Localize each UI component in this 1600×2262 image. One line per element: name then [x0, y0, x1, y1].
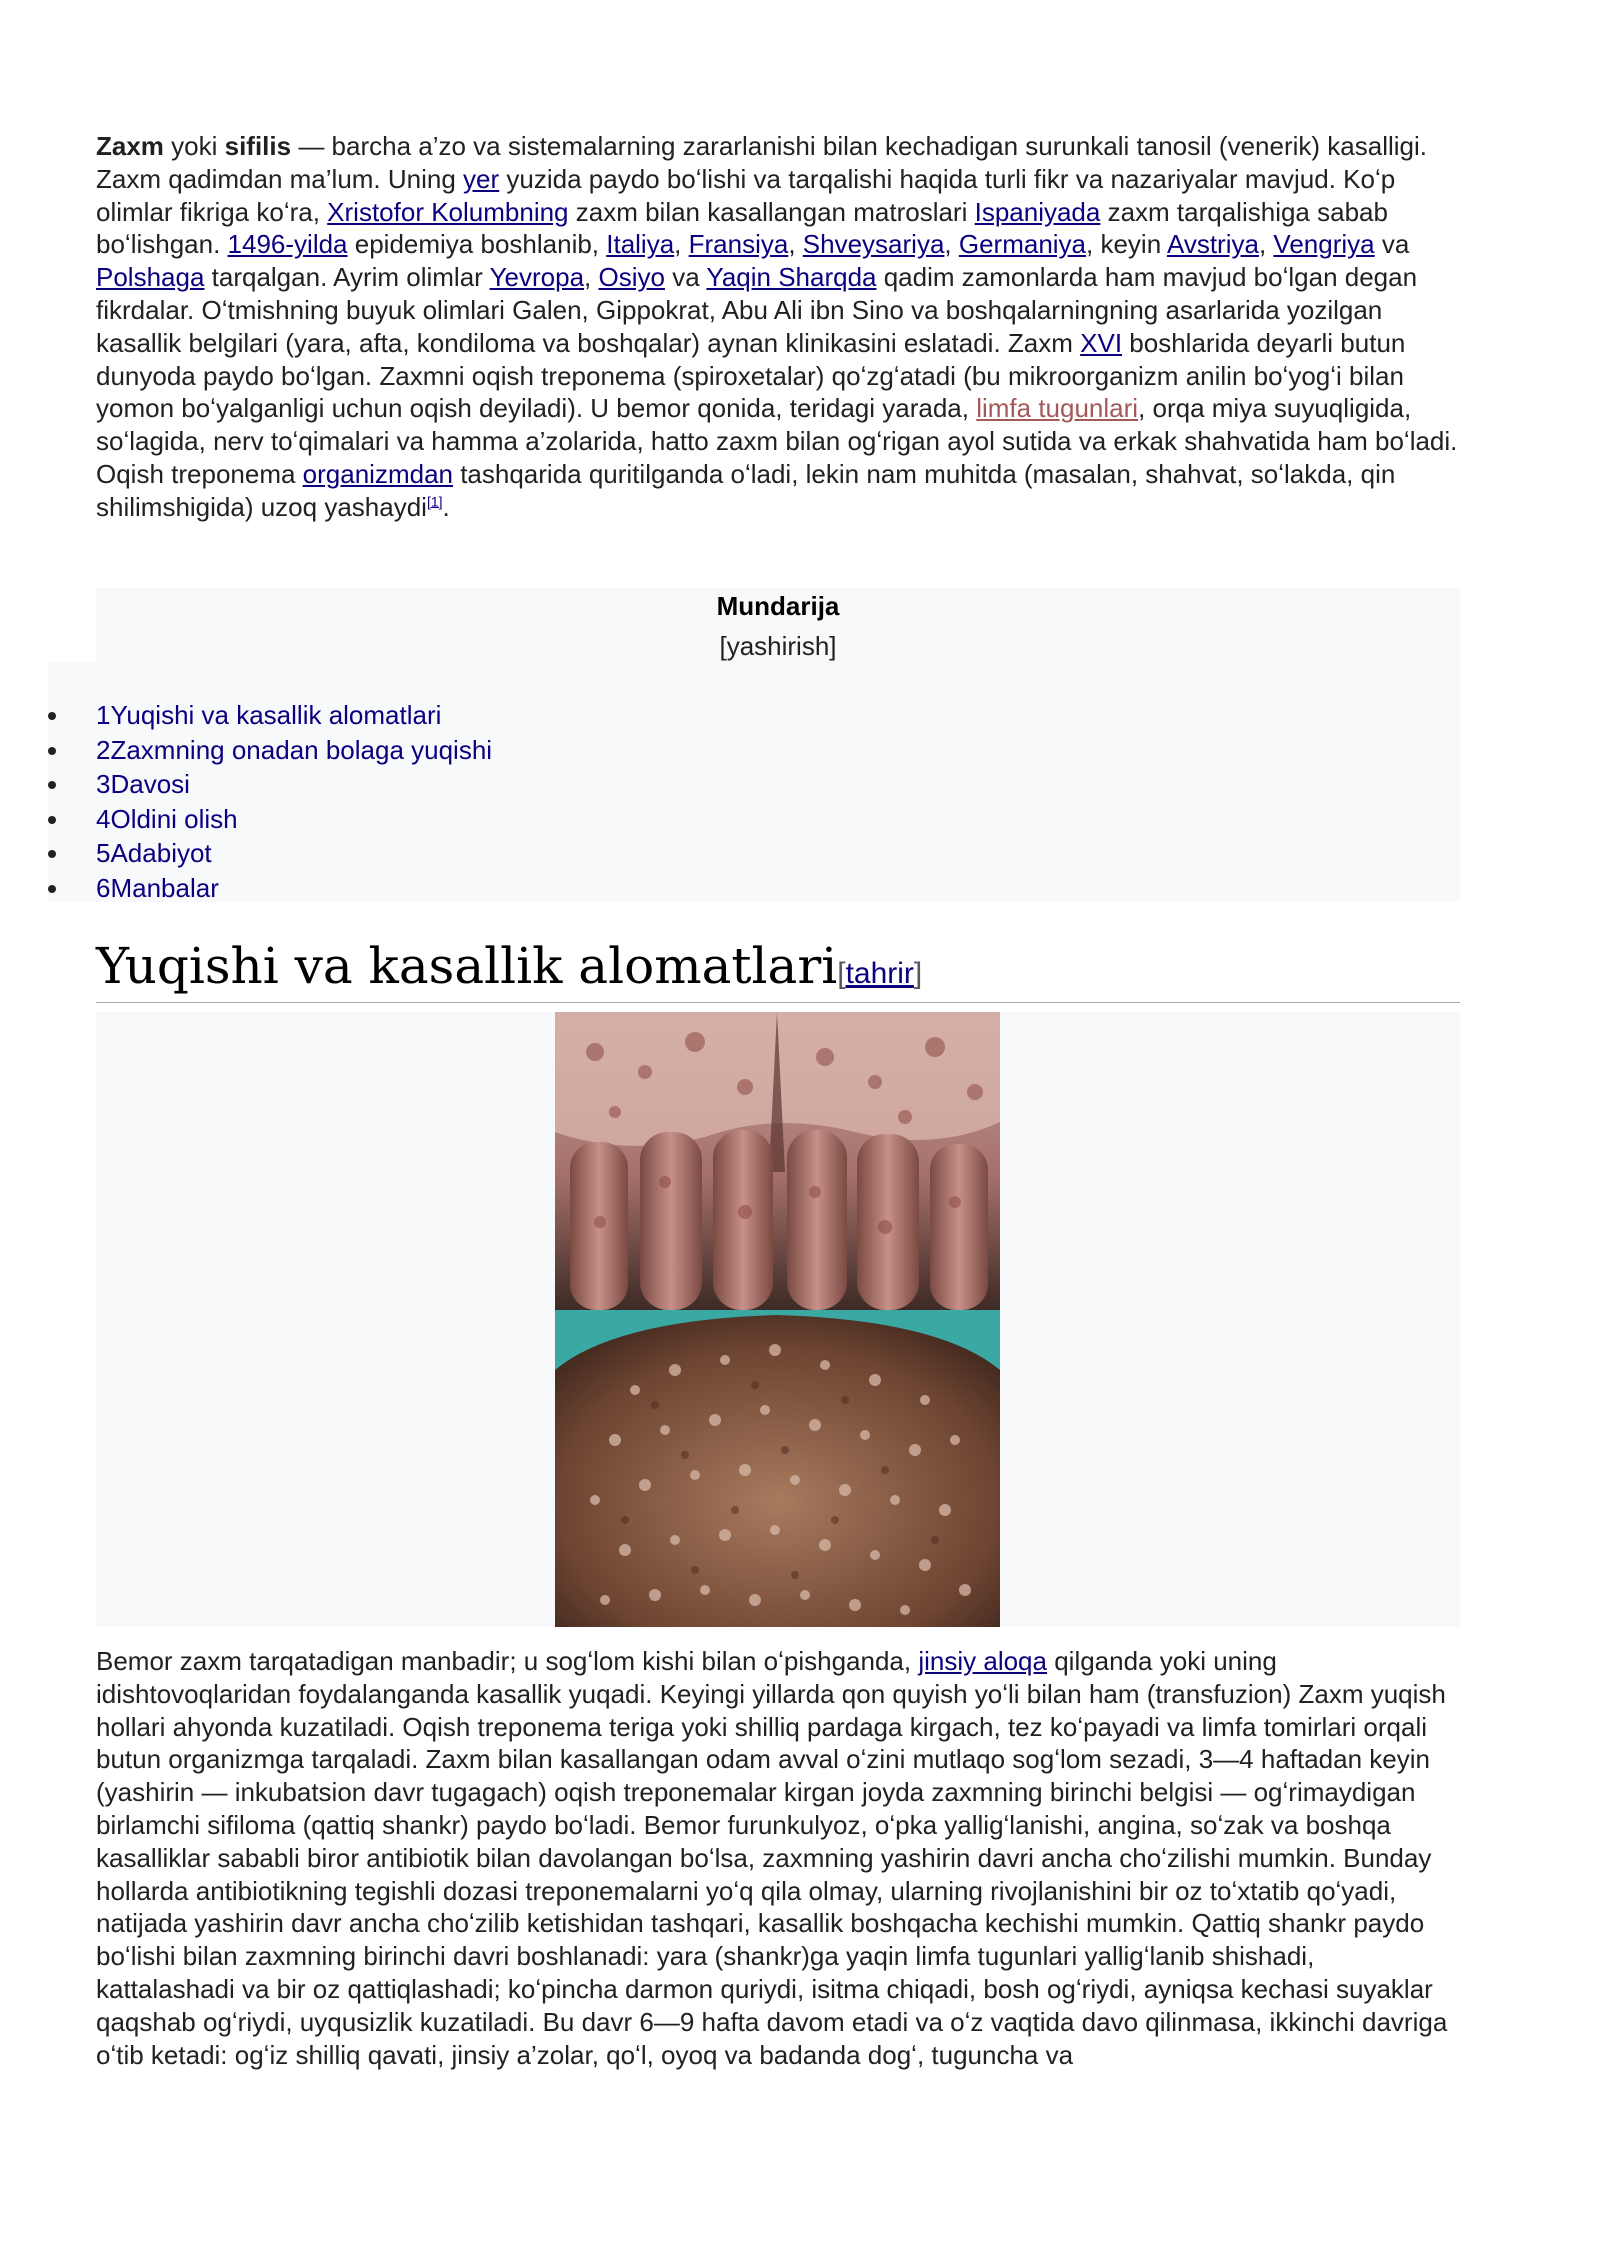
toc-hide-toggle[interactable]: [yashirish]: [719, 631, 837, 661]
body-text: qilganda yoki uning idishtovoqlaridan foydalanganda kasallik yuqadi. Keyingi yillarda qon quyish yoʻli bilan ham (transfuzion) Zaxm yuqish hollari ahyonda kuzatiladi. Oqish treponema teriga yoki shilliq pardaga kirgach, tez koʻpayadi va limfa tomirlari orqali butun organizmga tarqaladi. Zaxm bilan kasallangan odam avval oʻzini mutlaqo sogʻlom sezadi, 3—4 haftadan keyin (yashirin — inkubatsion davr tugagach) oqish treponemalar kirgan joyda zaxmning birinchi belgisi — ogʻrimaydigan birlamchi sifiloma (qattiq shankr) paydo boʻladi. Bemor furunkulyoz, oʻpka yalligʻlanishi, angina, soʻzak va boshqa kasalliklar sababli biror antibiotik bilan davolangan boʻlsa, zaxmning yashirin davri ancha choʻzilishi mumkin. Bunday hollarda antibiotikning tegishli dozasi treponemalarni yoʻq qila olmay, ularning rivojlanishini bir oz toʻxtatib qoʻyadi, natijada yashirin davr ancha choʻzilib ketishidan tashqari, kasallik boshqacha kechishi mumkin. Qattiq shankr paydo boʻlishi bilan zaxmning birinchi davri boshlanadi: yara (shankr)ga yaqin limfa tugunlari yalligʻlanib shishadi, kattalashadi va bir oz qattiqlashadi; koʻpincha darmon quriydi, isitma chiqadi, bosh ogʻriydi, ayniqsa kechasi suyaklar qaqshab ogʻriydi, uyqusizlik kuzatiladi. Bu davr 6—9 hafta davom etadi va oʻz vaqtida davo qilinmasa, ikkinchi davriga oʻtib ketadi: ogʻiz shilliq qavati, jinsiy a’zolar, qoʻl, oyoq va badanda dogʻ, tuguncha va: [96, 1646, 1448, 2070]
bullet-icon: [48, 747, 56, 755]
body-paragraph: [96, 1645, 1460, 2071]
edit-link[interactable]: tahrir: [845, 957, 914, 990]
bullet-icon: [48, 712, 56, 720]
hands-rash-photo: [555, 1012, 1000, 1310]
intro-text: ,: [944, 229, 959, 260]
toc-number: 1: [96, 700, 111, 730]
link-germaniya[interactable]: Germaniya: [958, 229, 1087, 260]
link-jinsiy-aloqa[interactable]: jinsiy aloqa: [918, 1646, 1047, 1676]
term-zaxm: Zaxm: [96, 131, 164, 161]
section-title: Yuqishi va kasallik alomatlari: [96, 937, 838, 995]
toc-item[interactable]: [48, 802, 492, 837]
toc-link[interactable]: [96, 769, 190, 799]
toc-item[interactable]: [48, 767, 492, 802]
intro-text: zaxm bilan kasallangan matroslari: [568, 196, 975, 227]
intro-text: , orqa miya suyuqligida, soʻlagida, nerv toʻqimalari va hamma a’zolarida, hatto zaxm bilan ogʻrigan ayol sutida va erkak shahvatida ham boʻladi. Oqish treponema: [96, 393, 1458, 489]
intro-paragraph: [96, 130, 1460, 524]
intro-text: .: [442, 491, 450, 522]
body-text: Bemor zaxm tarqatadigan manbadir; u sogʻlom kishi bilan oʻpishganda,: [96, 1646, 919, 1676]
intro-text: yuzida paydo boʻlishi va tarqalishi haqida turli fikr va nazariyalar mavjud. Koʻp olimlar fikriga koʻra,: [96, 163, 1396, 227]
toc-label: Adabiyot: [110, 838, 212, 868]
bullet-icon: [48, 781, 56, 789]
link-yevropa[interactable]: Yevropa: [489, 262, 585, 293]
intro-text: ,: [674, 229, 689, 260]
reference-1: [427, 493, 443, 509]
link-xristofor-kolumbning[interactable]: Xristofor Kolumbning: [327, 196, 569, 227]
intro-text: tarqalgan. Ayrim olimlar: [204, 262, 490, 293]
toc-label: Manbalar: [110, 872, 219, 903]
link-yaqin-sharqda[interactable]: Yaqin Sharqda: [706, 262, 877, 293]
link-polshaga[interactable]: Polshaga: [96, 262, 205, 293]
toc-link[interactable]: [96, 838, 212, 868]
toc-label: Davosi: [110, 769, 190, 799]
link-xvi[interactable]: XVI: [1080, 327, 1123, 358]
intro-text: va: [664, 262, 707, 293]
section-heading: [96, 930, 1460, 1003]
bullet-icon: [48, 850, 56, 858]
intro-text: ,: [584, 262, 599, 293]
intro-text: zaxm tarqalishiga sabab boʻlishgan.: [96, 196, 1388, 260]
toc-link[interactable]: [96, 804, 238, 834]
reference-1-link[interactable]: [1]: [426, 493, 443, 510]
link-avstriya[interactable]: Avstriya: [1166, 229, 1259, 260]
link-ispaniyada[interactable]: Ispaniyada: [974, 196, 1101, 227]
toc-number: 3: [96, 769, 111, 799]
link-italiya[interactable]: Italiya: [606, 229, 675, 260]
section-edit: [837, 957, 922, 990]
intro-text: — barcha a’zo va sistemalarning zararlanishi bilan kechadigan surunkali tanosil (venerik) kasalligi. Zaxm qadimdan ma’lum. Uning: [96, 131, 1427, 194]
toc-title: Mundarija: [716, 591, 840, 621]
bullet-icon: [48, 885, 56, 893]
toc-item[interactable]: [48, 698, 492, 733]
edit-bracket-open: [: [837, 957, 846, 990]
link-osiyo[interactable]: Osiyo: [598, 262, 665, 293]
link-shveysariya[interactable]: Shveysariya: [802, 229, 945, 260]
toc-number: 5: [96, 838, 111, 868]
toc-list: [48, 698, 492, 905]
redlink-limfa-tugunlari[interactable]: limfa tugunlari: [976, 393, 1139, 424]
toc-item[interactable]: [48, 733, 492, 768]
intro-text: ,: [788, 229, 803, 260]
toc-label: Yuqishi va kasallik alomatlari: [110, 700, 442, 730]
intro-text: boshlarida deyarli butun dunyoda paydo boʻlgan. Zaxmni oqish treponema (spiroxetalar) qoʻzgʻatadi (bu mikroorganizm anilin boʻyogʻi bilan yomon boʻyalganligi uchun oqish deyiladi). U bemor qonida, teridagi yarada,: [96, 327, 1406, 424]
intro-text: epidemiya boshlanib,: [347, 229, 607, 260]
link-vengriya[interactable]: Vengriya: [1273, 229, 1375, 260]
link-1496-yilda[interactable]: 1496-yilda: [227, 229, 348, 260]
intro-text: yoki: [163, 131, 225, 161]
term-sifilis: sifilis: [224, 131, 292, 161]
toc-label: Oldini olish: [110, 803, 238, 834]
toc-number: 6: [96, 872, 111, 903]
toc-item[interactable]: [48, 836, 492, 871]
intro-text: , keyin: [1086, 229, 1167, 260]
toc-number: 4: [96, 803, 111, 834]
toc-number: 2: [96, 734, 111, 765]
link-fransiya[interactable]: Fransiya: [688, 229, 789, 260]
intro-text: qadim zamonlarda ham mavjud boʻlgan degan fikrdalar. Oʻtmishning buyuk olimlari Galen, Gippokrat, Abu Ali ibn Sino va boshqalarningning asarlarida yozilgan kasallik belgilari (yara, afta, kondiloma va boshqalar) aynan klinikasini eslatadi. Zaxm: [96, 262, 1418, 358]
edit-bracket-close: ]: [913, 957, 923, 990]
toc-item[interactable]: [48, 871, 492, 906]
link-organizmdan[interactable]: organizmdan: [302, 458, 453, 489]
toc-link[interactable]: [96, 735, 492, 765]
toc-link[interactable]: [96, 700, 441, 730]
intro-text: va: [1374, 229, 1410, 260]
back-rash-photo: [555, 1310, 1000, 1627]
toc-link[interactable]: [96, 873, 219, 903]
intro-text: ,: [1258, 229, 1274, 260]
link-yer[interactable]: yer: [463, 163, 500, 194]
toc-label: Zaxmning onadan bolaga yuqishi: [110, 734, 493, 765]
bullet-icon: [48, 816, 56, 824]
intro-text: tashqarida quritilganda oʻladi, lekin nam muhitda (masalan, shahvat, soʻlakda, qin shilimshigida) uzoq yashaydi: [96, 458, 1396, 522]
